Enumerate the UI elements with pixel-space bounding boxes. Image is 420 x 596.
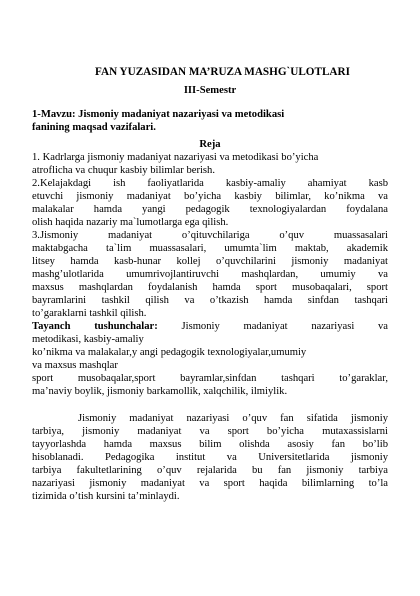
keywords-line1-text: Jismoniy madaniyat nazariyasi va <box>157 321 388 332</box>
plan-line: to’garaklarni tashkil qilish. <box>32 308 147 319</box>
plan-line: malakalar hamda yangi pedagogik texnologiyalardan foydalana <box>32 204 388 215</box>
keywords-line: ma’naviy boylik, jismoniy barkamollik, xalqchilik, ilmiylik. <box>32 386 288 397</box>
plan-line: 1. Kadrlarga jismoniy madaniyat nazariyasi va metodikasi bo’yicha <box>32 152 319 163</box>
body-paragraph-line: tizimida o’tish kursini ta’minlaydi. <box>32 491 180 502</box>
plan-line: maktabgacha ta`lim muassasalari, umumta`lim maktab, akademik <box>32 243 388 254</box>
keywords-line: ko’nikma va malakalar,y angi pedagogik texnologiyalar,umumiy <box>32 347 307 358</box>
keywords-label: Tayanch tushunchalar: <box>32 321 158 332</box>
plan-line: maxsus mashqlardan foydalanish hamda sport musobaqalari, sport <box>32 282 388 293</box>
body-paragraph-line: nazariyasi jismoniy madaniyat va sport haqida bilimlarning to’la <box>32 478 388 489</box>
plan-line: atroflicha va chuqur kasbiy bilimlar berish. <box>32 165 215 176</box>
plan-line: bayramlarini tashkil qilish va o’tkazish hamda sinfdan tashqari <box>32 295 388 306</box>
plan-line: mashg’ulotlarida umumrivojlantiruvchi mashqlardan, umumiy va <box>32 269 388 280</box>
plan-heading: Reja <box>199 139 221 150</box>
body-paragraph-line: Jismoniy madaniyat nazariyasi o’quv fan sifatida jismoniy <box>78 413 388 424</box>
keywords-line: va maxsus mashqlar <box>32 360 118 371</box>
body-paragraph-line: tarbiya, jismoniy madaniyat va sport bo’yicha mutaxassislarni <box>32 426 388 437</box>
topic-heading-line2: fanining maqsad vazifalari. <box>32 122 156 133</box>
plan-line: 2.Kelajakdagi ish faoliyatlarida kasbiy-amaliy ahamiyat kasb <box>32 178 388 189</box>
plan-line: olish haqida nazariy ma`lumotlarga ega qilish. <box>32 217 229 228</box>
body-paragraph-line: tarbiya fakultetlarining o’quv rejalarida bu fan jismoniy tarbiya <box>32 465 388 476</box>
plan-line: litsey hamda kasb-hunar kollej o’quvchilarini jismoniy madaniyat <box>32 256 388 267</box>
keywords-line: metodikasi, kasbiy-amaliy <box>32 334 144 345</box>
plan-line: 3.Jismoniy madaniyat o’qituvchilariga o’quv muassasalari <box>32 230 388 241</box>
topic-heading-line1: 1-Mavzu: Jismoniy madaniyat nazariyasi va metodikasi <box>32 109 285 120</box>
keywords-line1 <box>32 320 388 333</box>
document-title: FAN YUZASIDAN MA’RUZA MASHG`ULOTLARI <box>95 66 350 78</box>
plan-line: etuvchi jismoniy madaniyat bo’yicha kasbiy bilimlar, ko’nikma va <box>32 191 388 202</box>
semester-label: III-Semestr <box>183 85 237 96</box>
body-paragraph-line: tayyorlashda hamda maxsus bilim olishda asosiy fan bo’lib <box>32 439 388 450</box>
body-paragraph-line: hisoblanadi. Pedagogika institut va Universitetlarida jismoniy <box>32 452 388 463</box>
keywords-line: sport musobaqalar,sport bayramlar,sinfdan tashqari to’garaklar, <box>32 373 388 384</box>
